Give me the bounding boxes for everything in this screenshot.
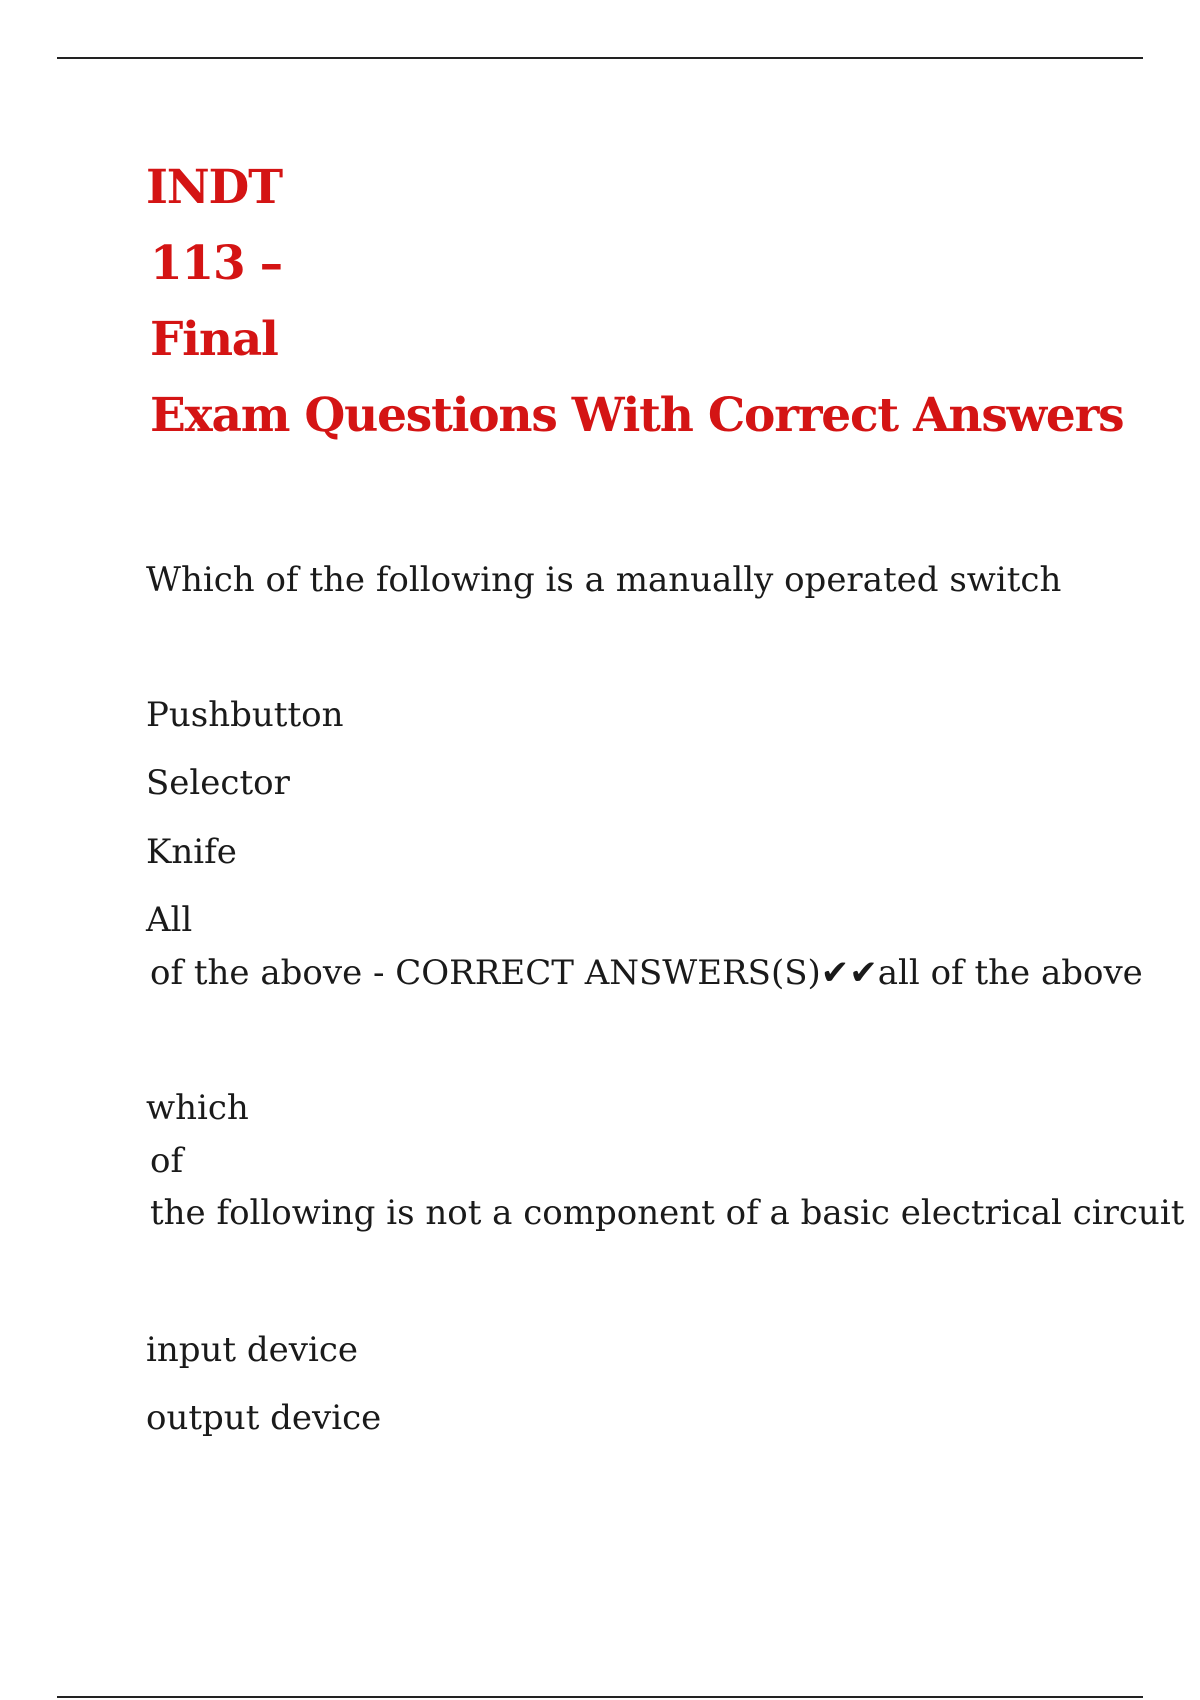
question-2-option-2: output device [146, 1398, 382, 1438]
question-1-option-1: Pushbutton [146, 695, 344, 735]
title-line-2: 113 – [150, 236, 282, 291]
top-rule [57, 57, 1143, 59]
correct-answer: all of the above [877, 953, 1143, 993]
document-title [146, 150, 1123, 454]
title-line-1: INDT [146, 160, 282, 215]
question-1-option-2: Selector [146, 763, 290, 803]
question-2-prompt-line-3: the following is not a component of a basic electrical circuit [150, 1193, 1185, 1233]
bottom-rule [57, 1696, 1143, 1698]
answer-prefix: of the above - CORRECT ANSWERS(S) [150, 953, 821, 993]
question-2-prompt-line-2: of [150, 1141, 184, 1181]
question-1-option-3: Knife [146, 832, 237, 872]
question-2-prompt-line-1: which [146, 1088, 249, 1128]
question-1-prompt: Which of the following is a manually operated switch [146, 560, 1062, 600]
title-line-4: Exam Questions With Correct Answers [150, 388, 1124, 443]
title-line-3: Final [150, 312, 278, 367]
question-2-option-1: input device [146, 1330, 359, 1370]
question-1-option-4: All [146, 900, 193, 940]
checkmark-icon: ✔✔ [820, 953, 878, 993]
question-1-answer-line [150, 953, 1143, 993]
